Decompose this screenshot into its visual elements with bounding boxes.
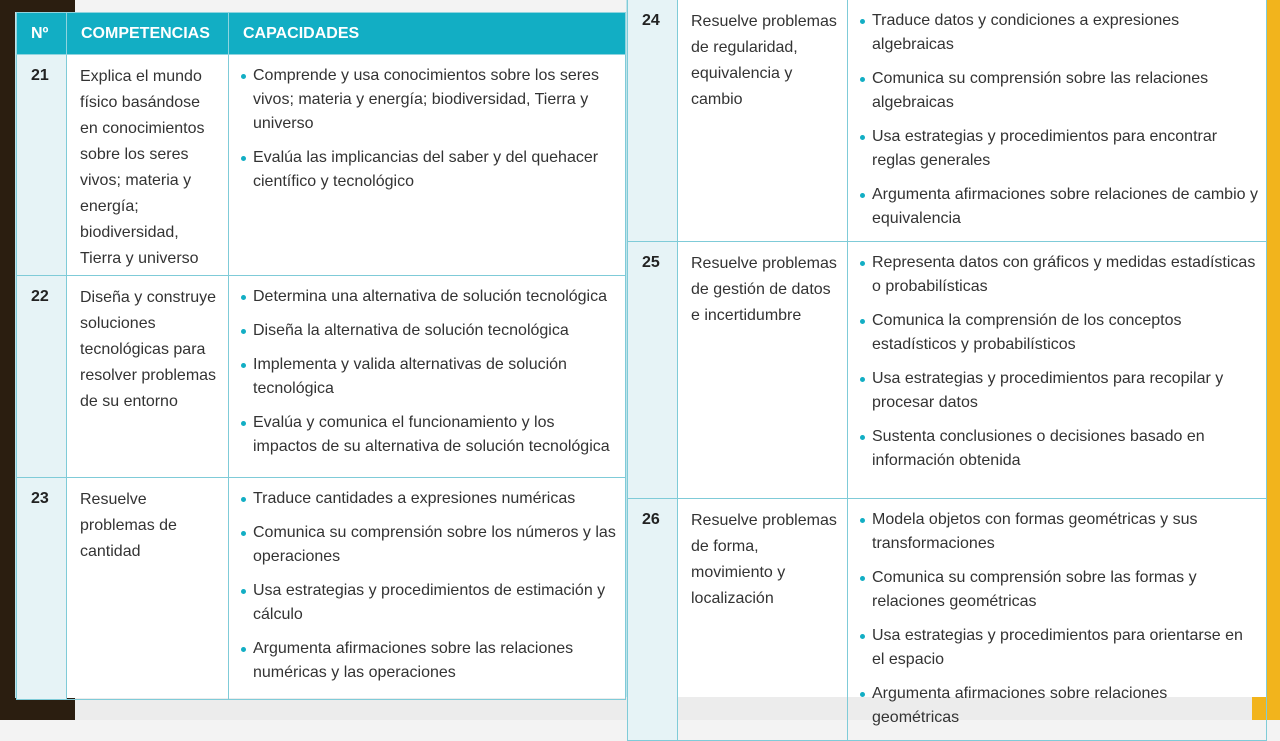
capacidades-cell: [229, 276, 626, 478]
list-item: [860, 508, 1258, 556]
list-item: [860, 425, 1258, 473]
capacidad-text: Evalúa las implicancias del saber y del quehacer científico y tecnológico: [253, 149, 599, 190]
capacidad-text: Traduce datos y condiciones a expresiones algebraicas: [872, 12, 1180, 53]
bullet-icon: [241, 497, 246, 502]
bullet-icon: [860, 319, 865, 324]
bullet-icon: [860, 377, 865, 382]
table-row: [17, 55, 626, 276]
capacidad-text: Comunica la comprensión de los conceptos estadísticos y probabilísticos: [872, 312, 1182, 353]
bullet-icon: [860, 634, 865, 639]
competencia-text: Resuelve problemas de regularidad, equivalencia y cambio: [678, 0, 848, 242]
capacidad-text: Traduce cantidades a expresiones numéricas: [253, 490, 576, 507]
list-item: [241, 521, 617, 569]
list-item: [241, 353, 617, 401]
competencia-text: Resuelve problemas de cantidad: [67, 478, 229, 700]
header-capacidades: CAPACIDADES: [229, 13, 626, 55]
bullet-icon: [860, 135, 865, 140]
capacidad-text: Modela objetos con formas geométricas y sus transformaciones: [872, 511, 1198, 552]
capacidad-text: Determina una alternativa de solución tecnológica: [253, 288, 607, 305]
competencias-table-right: [626, 0, 1267, 726]
bullet-icon: [241, 589, 246, 594]
capacidad-text: Argumenta afirmaciones sobre relaciones de cambio y equivalencia: [872, 186, 1258, 227]
header-num: Nº: [17, 13, 67, 55]
capacidad-text: Sustenta conclusiones o decisiones basado en información obtenida: [872, 428, 1205, 469]
capacidad-text: Diseña la alternativa de solución tecnológica: [253, 322, 569, 339]
bullet-icon: [241, 647, 246, 652]
capacidad-text: Argumenta afirmaciones sobre relaciones geométricas: [872, 685, 1168, 726]
capacidades-cell: [229, 478, 626, 700]
table-row: [17, 478, 626, 700]
list-item: [241, 319, 617, 343]
list-item: [860, 309, 1258, 357]
list-item: [860, 566, 1258, 614]
list-item: [860, 67, 1258, 115]
capacidades-list: [241, 487, 617, 685]
table-header-row: [17, 13, 626, 55]
capacidades-list: [860, 9, 1258, 231]
capacidad-text: Usa estrategias y procedimientos para encontrar reglas generales: [872, 128, 1218, 169]
capacidades-cell: [848, 499, 1267, 741]
capacidad-text: Comunica su comprensión sobre las relaciones algebraicas: [872, 70, 1209, 111]
capacidad-text: Argumenta afirmaciones sobre las relaciones numéricas y las operaciones: [253, 640, 574, 681]
bullet-icon: [241, 295, 246, 300]
competencia-text: Resuelve problemas de gestión de datos e incertidumbre: [678, 242, 848, 499]
competencia-text: Diseña y construye soluciones tecnológicas para resolver problemas de su entorno: [67, 276, 229, 478]
capacidad-text: Representa datos con gráficos y medidas estadísticas o probabilísticas: [872, 254, 1256, 295]
list-item: [860, 9, 1258, 57]
row-number: 25: [628, 242, 678, 499]
competencia-text: Resuelve problemas de forma, movimiento y localización: [678, 499, 848, 741]
table-row: [628, 499, 1267, 741]
capacidades-cell: [848, 242, 1267, 499]
bullet-icon: [860, 261, 865, 266]
capacidades-list: [241, 64, 617, 194]
bullet-icon: [860, 576, 865, 581]
list-item: [860, 125, 1258, 173]
bullet-icon: [860, 193, 865, 198]
bullet-icon: [860, 518, 865, 523]
capacidad-text: Usa estrategias y procedimientos de estimación y cálculo: [253, 582, 606, 623]
table-row: [17, 276, 626, 478]
bullet-icon: [860, 692, 865, 697]
bullet-icon: [241, 531, 246, 536]
capacidades-cell: [229, 55, 626, 276]
row-number: 22: [17, 276, 67, 478]
capacidad-text: Implementa y valida alternativas de solución tecnológica: [253, 356, 567, 397]
capacidades-cell: [848, 0, 1267, 242]
row-number: 23: [17, 478, 67, 700]
competencias-table-left: [15, 12, 626, 698]
capacidad-text: Comunica su comprensión sobre los números y las operaciones: [253, 524, 616, 565]
capacidades-list: [860, 508, 1258, 730]
capacidad-text: Usa estrategias y procedimientos para recopilar y procesar datos: [872, 370, 1224, 411]
list-item: [241, 146, 617, 194]
bullet-icon: [241, 329, 246, 334]
row-number: 24: [628, 0, 678, 242]
header-competencias: COMPETENCIAS: [67, 13, 229, 55]
capacidad-text: Comprende y usa conocimientos sobre los seres vivos; materia y energía; biodiversidad, Tierra y universo: [253, 67, 599, 132]
list-item: [241, 64, 617, 136]
list-item: [860, 682, 1258, 730]
list-item: [860, 367, 1258, 415]
row-number: 21: [17, 55, 67, 276]
bullet-icon: [860, 77, 865, 82]
list-item: [241, 579, 617, 627]
capacidades-list: [241, 285, 617, 459]
list-item: [241, 487, 617, 511]
capacidad-text: Evalúa y comunica el funcionamiento y los impactos de su alternativa de solución tecnológica: [253, 414, 610, 455]
bullet-icon: [241, 156, 246, 161]
list-item: [860, 251, 1258, 299]
capacidad-text: Usa estrategias y procedimientos para orientarse en el espacio: [872, 627, 1243, 668]
bullet-icon: [860, 19, 865, 24]
capacidad-text: Comunica su comprensión sobre las formas y relaciones geométricas: [872, 569, 1197, 610]
competencia-text: Explica el mundo físico basándose en conocimientos sobre los seres vivos; materia y energía; biodiversidad, Tierra y universo: [67, 55, 229, 276]
list-item: [860, 624, 1258, 672]
row-number: 26: [628, 499, 678, 741]
capacidades-list: [860, 251, 1258, 473]
bullet-icon: [241, 421, 246, 426]
bullet-icon: [860, 435, 865, 440]
table-row: [628, 242, 1267, 499]
bullet-icon: [241, 74, 246, 79]
table-row: [628, 0, 1267, 242]
bullet-icon: [241, 363, 246, 368]
list-item: [241, 411, 617, 459]
list-item: [860, 183, 1258, 231]
list-item: [241, 637, 617, 685]
list-item: [241, 285, 617, 309]
